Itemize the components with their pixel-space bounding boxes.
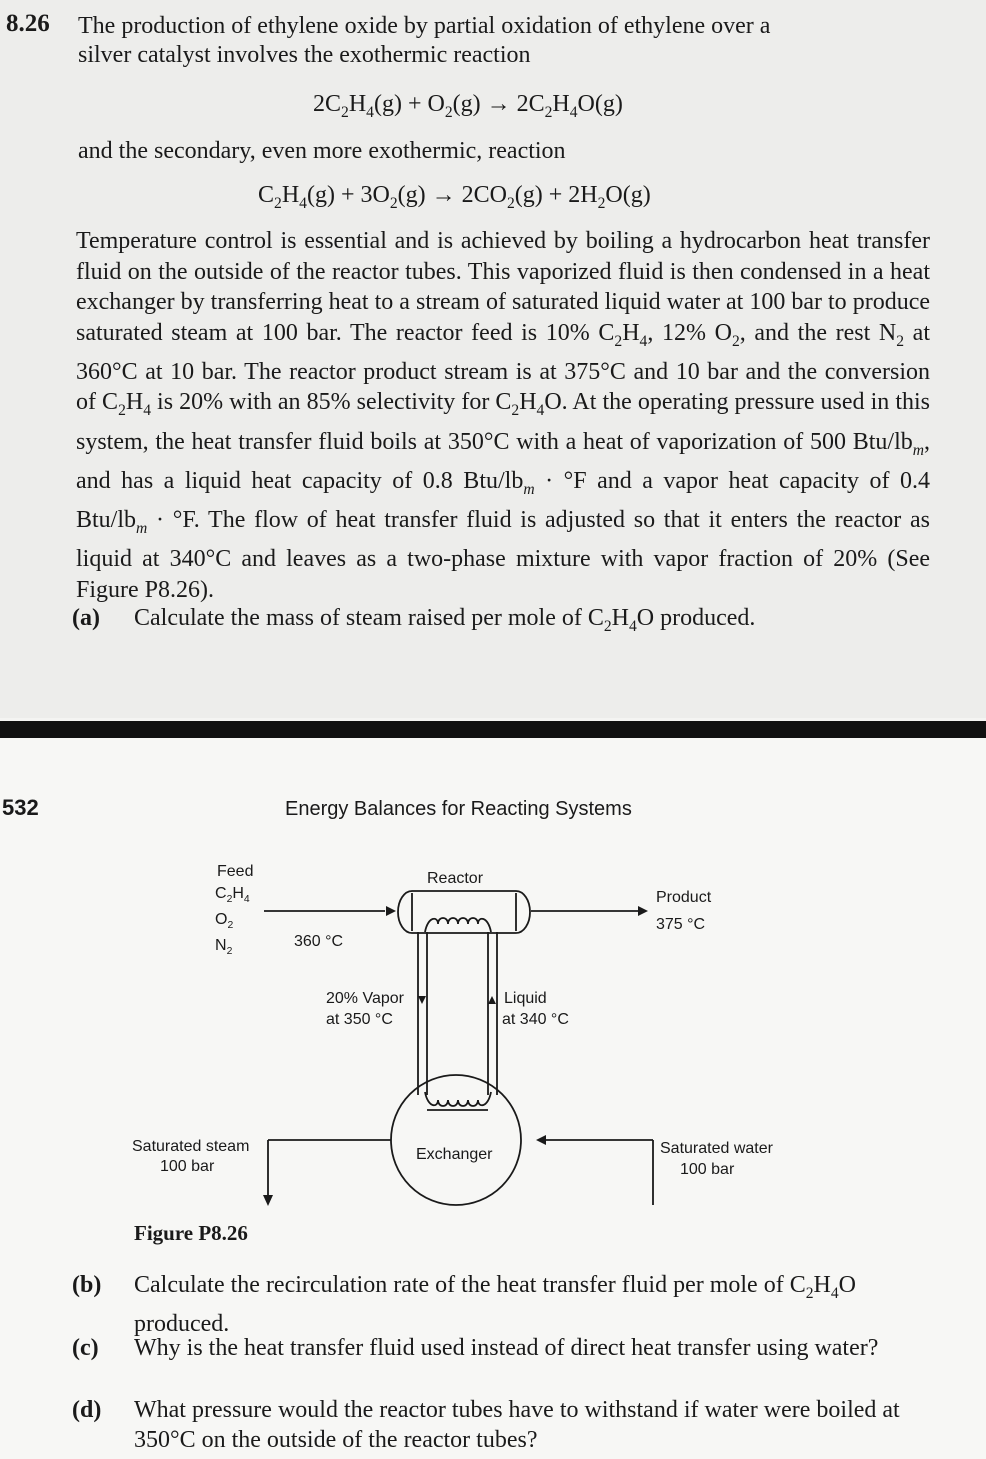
figure-caption: Figure P8.26 xyxy=(134,1221,248,1245)
part-c-text: Why is the heat transfer fluid used instead of direct heat transfer using water? xyxy=(134,1335,879,1361)
part-a-label: (a) xyxy=(72,605,100,631)
steam-label-line-2: 100 bar xyxy=(160,1158,215,1175)
feed-arrowhead xyxy=(386,906,396,916)
product-label: Product xyxy=(656,889,712,906)
liquid-arrowhead xyxy=(488,996,496,1004)
liquid-label-line-1: Liquid xyxy=(504,990,547,1007)
part-a-text: Calculate the mass of steam raised per mole of $C_2H_4O$ produced. xyxy=(134,605,756,635)
part-b-label: (b) xyxy=(72,1272,102,1298)
part-b-text: Calculate the recirculation rate of the heat transfer fluid per mole of $C_2H_4O$ produced. xyxy=(134,1272,856,1337)
vapor-label-line-1: 20% Vapor xyxy=(326,990,404,1007)
equation-2: $C_2H_4(g) + 3O_2(g) \to 2CO_2(g) + 2H_2O(g)$ xyxy=(258,182,651,212)
feed-c2h4-label: $C_2H_4$ xyxy=(215,885,250,906)
reactor-vessel xyxy=(398,891,530,933)
page-number: 532 xyxy=(2,795,39,820)
reactor-label: Reactor xyxy=(427,870,484,887)
water-label-line-2: 100 bar xyxy=(680,1161,735,1178)
vapor-label-line-2: at 350 °C xyxy=(326,1011,393,1028)
steam-label-line-1: Saturated steam xyxy=(132,1138,250,1155)
product-temperature: 375 °C xyxy=(656,916,706,933)
feed-n2-label: $N_2$ xyxy=(215,937,233,958)
feed-o2-label: $O_2$ xyxy=(215,911,234,932)
feed-label: Feed xyxy=(217,863,254,880)
water-label-line-1: Saturated water xyxy=(660,1140,773,1157)
feed-temperature: 360 °C xyxy=(294,933,344,950)
part-d-text: What pressure would the reactor tubes have to withstand if water were boiled at 350°C on the outside of the reactor tubes? xyxy=(134,1397,900,1453)
part-d-label: (d) xyxy=(72,1397,102,1423)
liquid-label-line-2: at 340 °C xyxy=(502,1011,569,1028)
intro-line-2: silver catalyst involves the exothermic reaction xyxy=(78,42,531,68)
exchanger-coil xyxy=(425,1092,491,1106)
water-arrowhead xyxy=(536,1135,546,1145)
equation-1: $2C_2H_4(g) + O_2(g) \to 2C_2H_4O(g)$ xyxy=(313,91,623,121)
vapor-arrowhead xyxy=(418,996,426,1004)
secondary-reaction-text: and the secondary, even more exothermic, reaction xyxy=(78,138,566,164)
problem-paragraph: Temperature control is essential and is achieved by boiling a hydrocarbon heat transfer fluid on the outside of the reactor tubes. This vaporized fluid is then condensed in a heat exchanger by transferring heat to a stream of saturated liquid water at 100 bar to produce saturated steam at 100 bar. The reactor feed is 10% $C_2H_4$, 12% $O_2$, and the rest $N_2$ at 360°C at 10 bar. The reactor product stream is at 375°C and 10 bar and the conversion of $C_2H_4$ is 20% with an 85% selectivity for $C_2H_4O$. At the operating pressure used in this system, the heat transfer fluid boils at 350°C with a heat of vaporization of 500 Btu/$lb_m$, and has a liquid heat capacity of 0.8 Btu/$lb_m \cdot ^\circ F$ and a vapor heat capacity of 0.4 Btu/$lb_m \cdot ^\circ F$. The flow of heat transfer fluid is adjusted so that it enters the reactor as liquid at 340°C and leaves as a two-phase mixture with vapor fraction of 20% (See Figure P8.26). xyxy=(76,228,931,603)
intro-line-1: The production of ethylene oxide by partial oxidation of ethylene over a xyxy=(78,13,771,39)
heat-exchanger xyxy=(391,1075,521,1205)
reactor-coil xyxy=(425,918,491,932)
running-header: Energy Balances for Reacting Systems xyxy=(285,798,632,820)
problem-number: 8.26 xyxy=(6,10,50,37)
exchanger-label: Exchanger xyxy=(416,1146,493,1163)
steam-arrowhead xyxy=(263,1195,273,1206)
product-arrowhead xyxy=(638,906,648,916)
part-c-label: (c) xyxy=(72,1335,99,1361)
